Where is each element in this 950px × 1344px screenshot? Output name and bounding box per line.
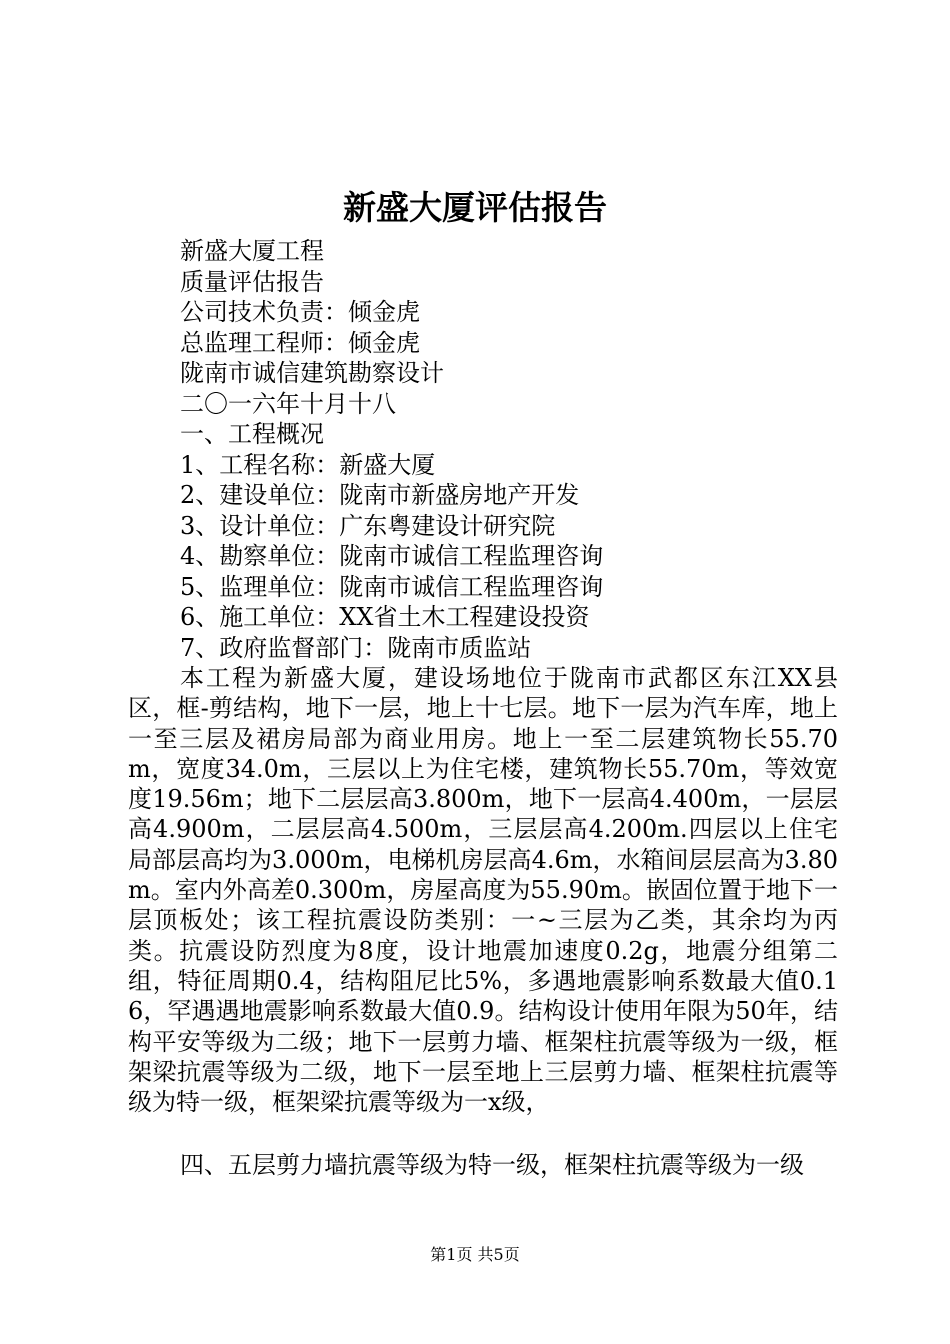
header-line: 陇南市诚信建筑勘察设计 [180,359,444,387]
section-heading: 一、工程概况 [180,420,324,448]
document-title: 新盛大厦评估报告 [343,188,607,227]
body-paragraph: 四、五层剪力墙抗震等级为特一级，框架柱抗震等级为一级 [180,1151,804,1179]
header-line: 二〇一六年十月十八 [180,389,396,418]
list-item: 4、勘察单位：陇南市诚信工程监理咨询 [180,542,604,570]
list-item: 3、设计单位：广东粤建设计研究院 [180,511,556,540]
header-line: 公司技术负责：倾金虎 [180,298,420,326]
list-item: 1、工程名称：新盛大厦 [180,450,436,479]
header-line: 新盛大厦工程 [180,237,324,265]
header-lines [180,236,603,663]
list-item: 7、政府监督部门：陇南市质监站 [180,633,532,662]
header-line: 总监理工程师：倾金虎 [180,328,420,357]
list-item: 2、建设单位：陇南市新盛房地产开发 [180,481,580,509]
header-line: 质量评估报告 [180,267,324,296]
list-item: 5、监理单位：陇南市诚信工程监理咨询 [180,572,604,601]
body-paragraph: 本工程为新盛大厦，建设场地位于陇南市武都区东江XX县区，框-剪结构，地下一层，地上十七层。地下一层为汽车库，地上一至三层及裙房局部为商业用房。地上一至二层建筑物长55.70m，宽度34.0m，三层以上为住宅楼，建筑物长55.70m，等效宽度19.56m；地下二层层高3.800m，地下一层高4.400m，一层层高4.900m，二层层高4.500m，三层层高4.200m.四层以上住宅局部层高均为3.000m，电梯机房层高4.6m，水箱间层层高为3.80m。室内外高差0.300m，房屋高度为55.90m。嵌固位置于地下一层顶板处；该工程抗震设防类别：一~三层为乙类，其余均为丙类。抗震设防烈度为8度，设计地震加速度0.2g，地震分组第二组，特征周期0.4，结构阻尼比5%，多遇地震影响系数最大值0.16，罕遇遇地震影响系数最大值0.9。结构设计使用年限为50年，结构平安等级为二级；地下一层剪力墙、框架柱抗震等级为一级，框架梁抗震等级为二级，地下一层至地上三层剪力墙、框架柱抗震等级为特一级，框架梁抗震等级为一x级， [128,664,838,1117]
page-footer: 第1页 共5页 [430,1245,520,1264]
list-item: 6、施工单位：XX省土木工程建设投资 [180,603,590,631]
